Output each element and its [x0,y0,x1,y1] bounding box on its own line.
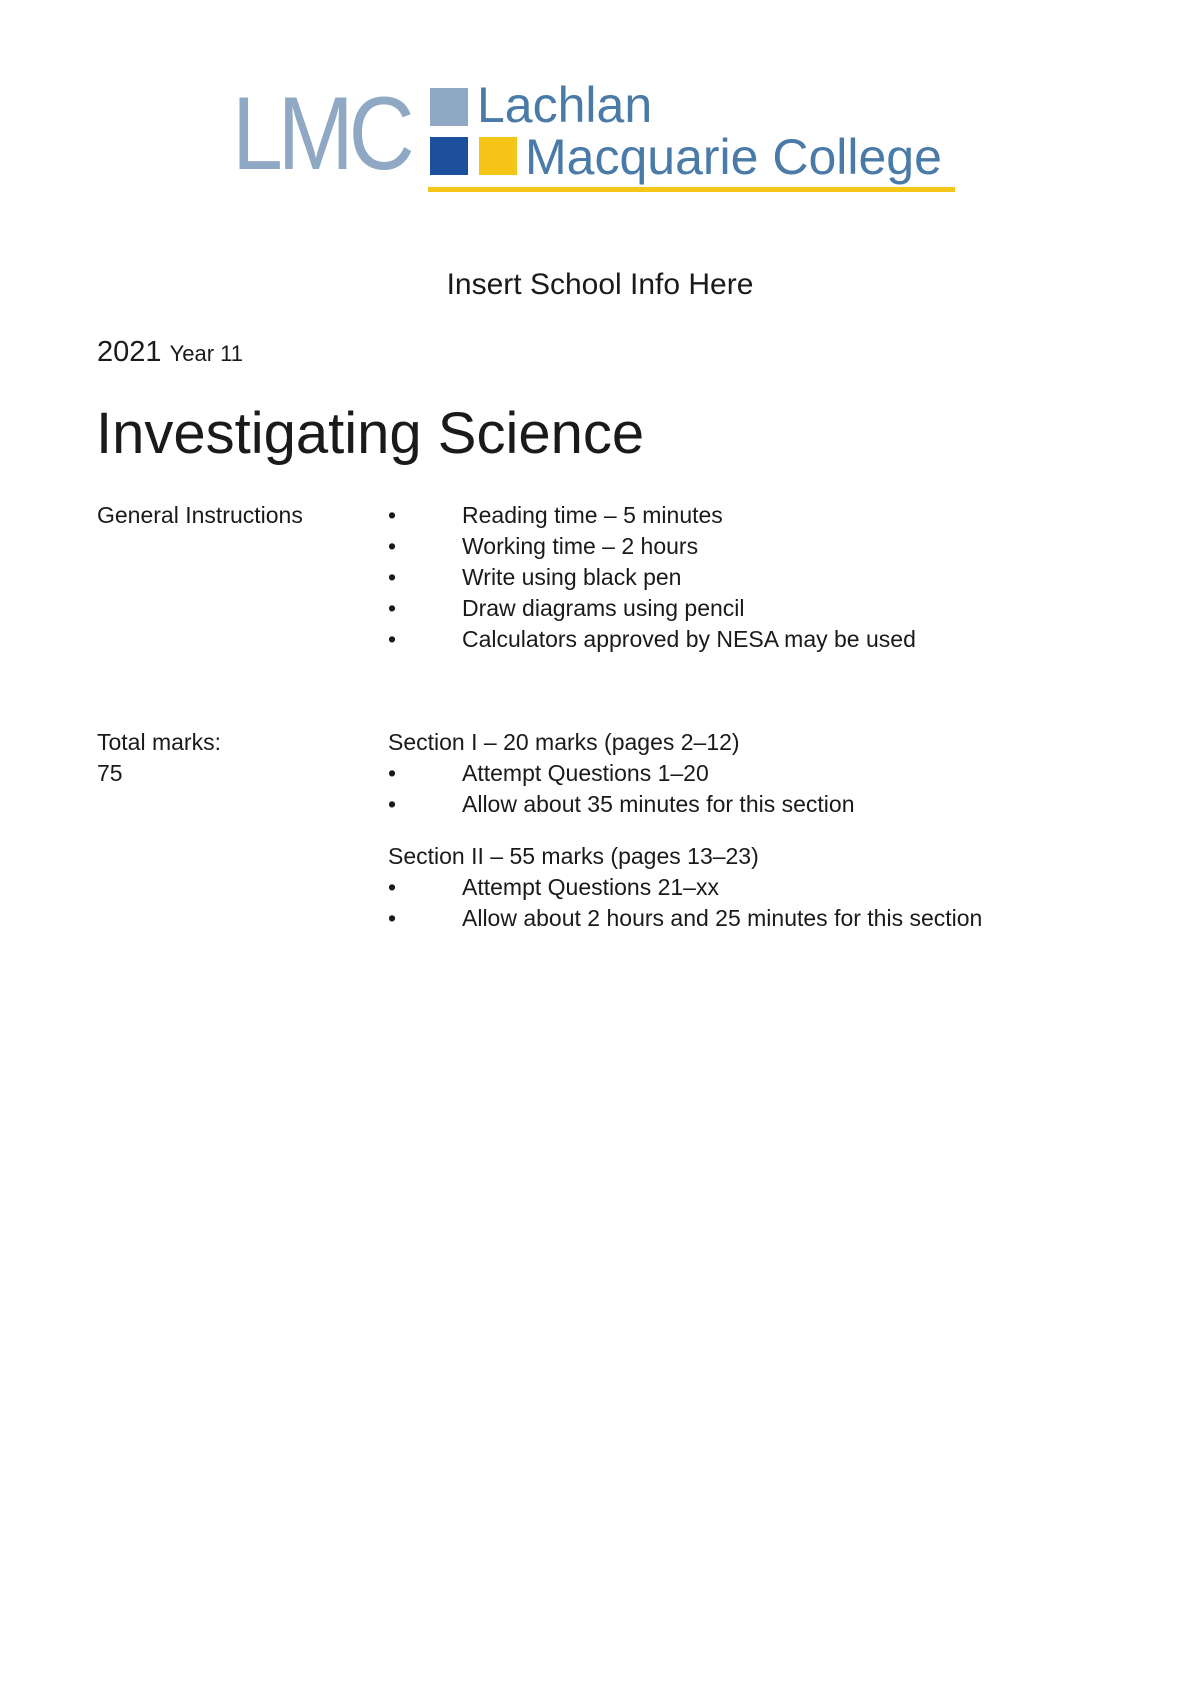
bullet: • [388,626,397,652]
general-instructions-list [388,500,916,655]
bullet: • [388,502,397,528]
list-item: • Write using black pen [388,562,916,593]
list-item: • Attempt Questions 21–xx [388,872,982,903]
section-2-list [388,872,982,934]
year-line [97,336,243,369]
total-marks-value: 75 [97,760,123,786]
section-2-heading: Section II – 55 marks (pages 13–23) [388,843,759,869]
logo-name-line1: Lachlan [477,77,653,133]
logo-square-light-blue [430,88,468,126]
logo-underline [428,187,955,192]
bullet: • [388,905,397,931]
section-1-list [388,758,854,820]
logo-square-yellow [479,137,517,175]
list-item: • Working time – 2 hours [388,531,916,562]
general-instructions-label: General Instructions [97,502,303,528]
list-item: • Reading time – 5 minutes [388,500,916,531]
logo-mark: LMC [232,76,410,192]
logo-square-dark-blue [430,137,468,175]
school-info: Insert School Info Here [446,268,754,301]
exam-title: Investigating Science [96,401,645,466]
list-item: • Allow about 2 hours and 25 minutes for this section [388,903,982,934]
section-1-heading: Section I – 20 marks (pages 2–12) [388,729,740,755]
list-item: • Draw diagrams using pencil [388,593,916,624]
bullet: • [388,564,397,590]
bullet: • [388,533,397,559]
exam-year: 2021 [97,336,162,368]
total-marks-label: Total marks: [97,729,221,755]
list-item: • Attempt Questions 1–20 [388,758,854,789]
year-level: Year 11 [169,341,243,366]
logo-name-line2: Macquarie College [525,129,942,185]
list-item: • Calculators approved by NESA may be used [388,624,916,655]
college-logo [232,76,962,200]
bullet: • [388,760,397,786]
bullet: • [388,791,397,817]
bullet: • [388,595,397,621]
list-item: • Allow about 35 minutes for this section [388,789,854,820]
bullet: • [388,874,397,900]
